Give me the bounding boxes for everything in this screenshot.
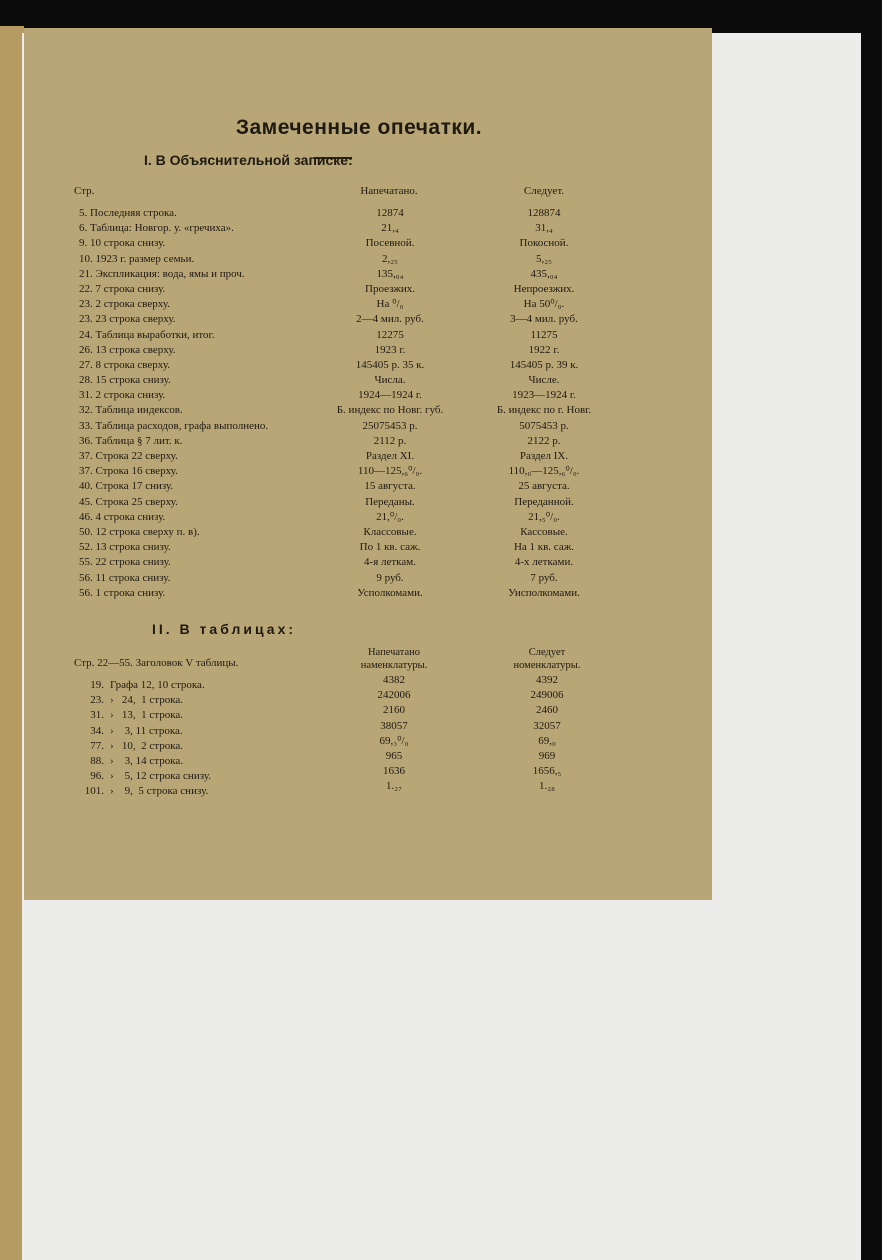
section-2-where-column [110,678,211,800]
errata-correct: Переданной. [514,495,574,508]
errata-correct: 435,₀₄ [530,267,558,280]
errata-location: 28. 15 строка снизу. [79,374,171,387]
errata-location: 37. Строка 22 сверху. [79,450,178,462]
table-errata-printed: 69,₃⁰/₀ [379,734,409,747]
errata-location: 24. Таблица выработки, итог. [79,328,215,341]
errata-location: 46. 4 строка снизу. [79,510,166,523]
errata-location: 9. 10 строка снизу. [79,237,166,250]
errata-printed: Числа. [374,374,406,387]
errata-correct: На 50⁰/₀. [523,298,565,311]
printed-label: Напечатано [367,647,421,658]
table-errata-correct: 2460 [536,704,558,717]
table-errata-printed: 4382 [383,674,405,686]
errata-location: 26. 13 строка сверху. [79,343,176,356]
section-2-should-column [482,673,612,795]
table-errata-printed: 38057 [380,719,408,732]
section-2-printed-column [329,673,459,795]
section-2-subheading: Стр. 22—55. Заголовок V таблицы. [74,657,239,669]
section-2-header-should [482,646,612,672]
errata-correct: Покосной. [519,237,569,250]
errata-correct: Непроезжих. [513,282,575,295]
table-errata-correct: 4392 [536,674,558,686]
errata-correct: 1923—1924 г. [512,389,576,402]
errata-location: 45. Строка 25 сверху. [79,495,178,508]
errata-correct: Б. индекс по г. Новг. [496,404,592,417]
errata-printed: 9 руб. [376,571,404,584]
errata-printed: 15 августа. [364,480,416,493]
table-errata-page: 34. [90,724,104,737]
errata-page [24,28,712,900]
errata-printed: По 1 кв. саж. [359,541,421,554]
errata-printed: Б. индекс по Новг. губ. [336,404,444,417]
errata-printed: 12275 [376,328,404,341]
table-errata-page: 96. [90,770,104,783]
table-errata-location: › 9, 5 строка снизу. [110,785,209,798]
errata-printed: 12874 [376,207,404,219]
table-errata-location: › 5, 12 строка снизу. [110,770,211,783]
table-errata-printed: 242006 [377,689,411,702]
left-page-edge [0,26,24,1260]
errata-location: 32. Таблица индексов. [79,404,183,417]
errata-printed: Усполкомами. [357,586,423,599]
errata-correct: 25 августа. [518,480,570,493]
errata-correct: 128874 [527,207,561,219]
table-errata-printed: 1.₂₇ [386,780,402,793]
errata-correct: 7 руб. [530,571,558,584]
errata-correct: Уисполкомами. [508,586,580,599]
errata-correct: 2122 р. [527,434,561,447]
errata-printed: Раздел XI. [365,450,415,462]
table-errata-location: Графа 12, 10 строка. [110,679,205,691]
table-errata-correct: 69,₀ [538,734,556,747]
errata-correct: Кассовые. [520,525,568,538]
errata-correct: 5075453 р. [519,419,569,432]
errata-location: 23. 2 строка сверху. [79,298,171,311]
errata-printed: 25075453 р. [362,419,418,432]
table-errata-page: 88. [90,754,104,767]
errata-location: 52. 13 строка снизу. [79,541,171,554]
errata-printed: 4-я леткам. [364,556,416,569]
errata-correct: Раздел IX. [519,450,569,462]
errata-location: 50. 12 строка сверху п. в). [79,525,200,538]
table-errata-printed: 965 [385,749,403,762]
errata-printed: 2,₂₅ [382,252,398,265]
table-errata-correct: 32057 [533,719,561,732]
errata-location: 5. Последняя строка. [79,207,177,219]
errata-location: 56. 11 строка снизу. [79,571,171,584]
table-errata-correct: 1.₂₈ [539,780,555,793]
col-header-printed: Напечатано. [360,185,418,197]
errata-location: 27. 8 строка сверху. [79,358,171,371]
errata-printed: 21,₄ [381,222,399,235]
errata-location: 37. Строка 16 сверху. [79,465,178,478]
errata-location: 33. Таблица расходов, графа выполнено. [79,419,269,432]
errata-printed: 2—4 мил. руб. [356,313,424,326]
errata-printed: 110—125,₆⁰/₀. [357,465,423,478]
table-errata-location: › 24, 1 строка. [110,694,184,707]
errata-printed: 1923 г. [374,343,406,356]
errata-printed: 2112 р. [373,434,407,447]
table-errata-printed: 1636 [383,765,405,778]
errata-correct: 110,₀—125,₆⁰/₀. [508,465,580,478]
errata-location: 22. 7 строка снизу. [79,282,166,295]
table-errata-location: › 13, 1 строка. [110,709,184,722]
page-title: Замеченные опечатки. [235,116,483,139]
errata-location: 56. 1 строка снизу. [79,586,166,599]
col-header-page: Стр. [74,185,95,197]
errata-correct: 21,₅⁰/₀. [528,510,560,523]
section-1-printed-column [320,206,460,601]
printed-sublabel: наменклатуры. [360,660,428,671]
errata-correct: 4-х летками. [514,556,574,569]
section-2-heading: II. В таблицах: [152,621,297,637]
errata-printed: На ⁰/₀ [376,298,404,311]
errata-printed: 1924—1924 г. [358,389,422,402]
errata-correct: 11275 [530,328,558,341]
errata-printed: Переданы. [365,495,415,508]
section-1-where-column [79,206,268,601]
errata-correct: 31,₄ [535,222,553,235]
errata-correct: 1922 г. [528,343,560,356]
table-errata-page: 77. [90,739,104,752]
table-errata-printed: 2160 [383,704,405,717]
table-errata-page: 19. [90,679,104,691]
errata-location: 36. Таблица § 7 лит. к. [79,434,183,447]
errata-printed: Проезжих. [365,282,415,295]
errata-printed: 21,⁰/₀. [376,510,404,523]
table-errata-location: › 3, 14 строка. [110,754,184,767]
col-header-should: Следует. [523,185,565,197]
section-1-heading: I. В Объяснительной записке: [144,152,353,168]
errata-location: 21. Экспликация: вода, ямы и проч. [79,267,245,280]
errata-location: 6. Таблица: Новгор. у. «гречиха». [79,222,234,235]
table-errata-page: 23. [90,694,104,707]
table-errata-location: › 10, 2 строка. [110,739,184,752]
section-2-header-printed [329,646,459,672]
table-errata-page: 31. [90,709,104,722]
errata-printed: Классовые. [363,525,417,538]
errata-printed: 135,₀₄ [376,267,404,280]
table-errata-correct: 969 [538,749,556,762]
should-label: Следует [528,647,566,658]
errata-location: 55. 22 строка снизу. [79,556,171,569]
errata-location: 23. 23 строка сверху. [79,313,176,326]
errata-correct: 145405 р. 39 к. [509,358,579,371]
errata-correct: 3—4 мил. руб. [510,313,578,326]
should-sublabel: номенклатуры. [513,660,581,671]
errata-printed: Посевной. [365,237,415,250]
section-2-page-column [74,678,104,800]
section-1-should-column [474,206,614,601]
errata-printed: 145405 р. 35 к. [355,358,425,371]
table-errata-location: › 3, 11 строка. [110,724,183,737]
errata-correct: На 1 кв. саж. [513,541,575,554]
errata-location: 10. 1923 г. размер семьи. [79,252,195,265]
errata-location: 31. 2 строка снизу. [79,389,166,402]
table-errata-correct: 1656,₅ [532,765,562,778]
table-errata-page: 101. [84,785,104,798]
table-errata-correct: 249006 [530,689,564,702]
errata-location: 40. Строка 17 снизу. [79,480,174,493]
errata-correct: Числе. [528,374,560,387]
errata-correct: 5,₂₅ [536,252,552,265]
